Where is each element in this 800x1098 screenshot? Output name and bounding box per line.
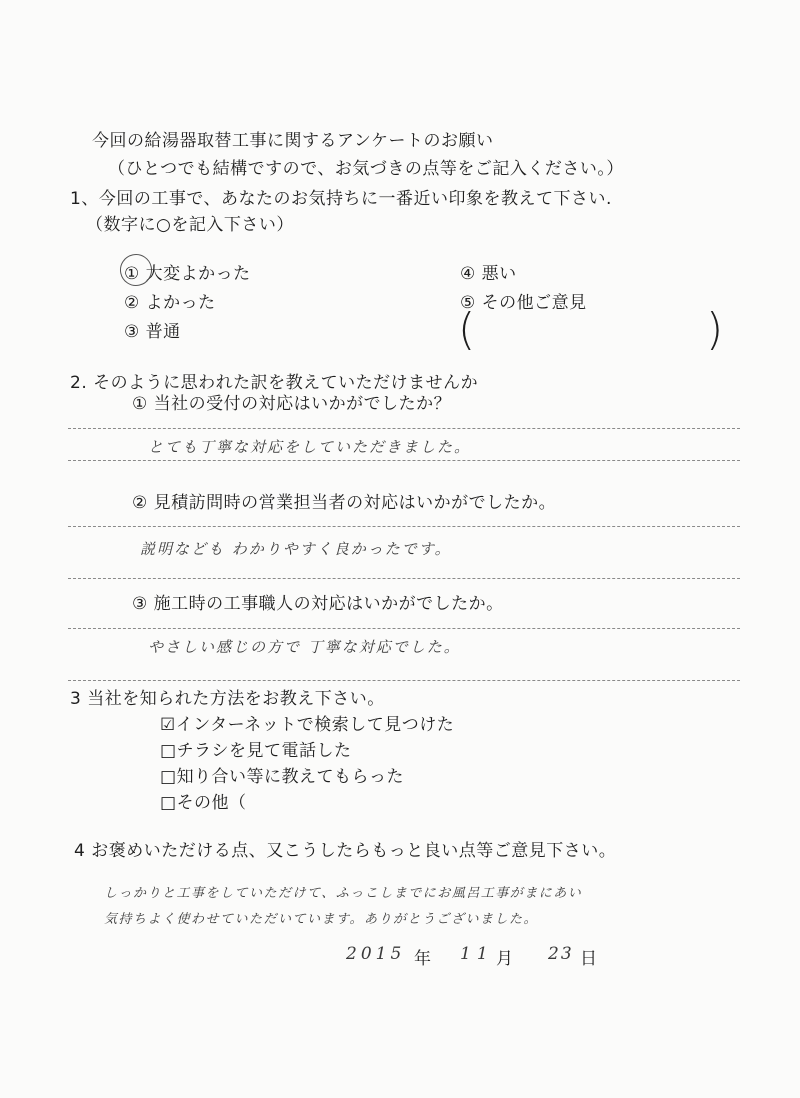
q1-instruction: （数字に○を記入下さい） — [86, 215, 294, 235]
checkbox[interactable]: □ — [160, 793, 177, 813]
q3-option-3[interactable] — [160, 762, 404, 787]
answer-line — [68, 578, 740, 579]
date-month-unit: 月 — [496, 949, 514, 969]
q3-option-1-label: インターネットで検索して見つけた — [175, 715, 455, 735]
answer-line — [68, 526, 740, 527]
survey-subtitle: （ひとつでも結構ですので、お気づきの点等をご記入ください。） — [108, 159, 624, 179]
survey-title: 今回の給湯器取替工事に関するアンケートのお願い — [92, 131, 494, 151]
date-day-unit: 日 — [580, 949, 598, 969]
other-paren-open: ( — [458, 304, 476, 355]
answer-line — [68, 628, 740, 629]
date-day[interactable]: 23 — [548, 944, 574, 964]
q2-question: 2. そのように思われた訳を教えていただけませんか — [70, 373, 479, 393]
q1-option-3[interactable]: ③ 普通 — [124, 322, 181, 342]
answer-line — [68, 460, 740, 461]
q1-option-4[interactable]: ④ 悪い — [460, 264, 517, 284]
q4-question: 4 お褒めいただける点、又こうしたらもっと良い点等ご意見下さい。 — [74, 841, 617, 861]
q1-option-1[interactable]: ① 大変よかった — [124, 264, 251, 284]
answer-line — [68, 428, 740, 429]
date-year-unit: 年 — [414, 949, 432, 969]
q3-option-2-label: チラシを見て電話した — [176, 741, 352, 761]
checkbox[interactable]: □ — [160, 767, 177, 787]
q1-question: 1、今回の工事で、あなたのお気持ちに一番近い印象を教えて下さい. — [70, 189, 612, 209]
date-month[interactable]: 11 — [460, 944, 494, 964]
q2-sub-3-answer[interactable]: やさしい感じの方で 丁寧な対応でした。 — [148, 638, 461, 656]
checkbox[interactable]: □ — [160, 741, 177, 761]
other-paren-close: ) — [706, 304, 724, 355]
date-year[interactable]: 2015 — [346, 944, 406, 964]
checkbox-checked[interactable]: ☑ — [160, 715, 176, 735]
q2-sub-2-label: ② 見積訪問時の営業担当者の対応はいかがでしたか。 — [132, 493, 557, 513]
q1-option-2[interactable]: ② よかった — [124, 293, 216, 313]
q2-sub-1-answer[interactable]: とても丁寧な対応をしていただきました。 — [148, 438, 472, 456]
q3-option-3-label: 知り合い等に教えてもらった — [176, 767, 405, 787]
q3-option-4[interactable] — [160, 788, 247, 813]
q1-option-5[interactable]: ⑤ その他ご意見 — [460, 293, 587, 313]
q3-option-4-label: その他（ — [176, 793, 247, 813]
q2-sub-3-label: ③ 施工時の工事職人の対応はいかがでしたか。 — [132, 594, 504, 614]
answer-line — [68, 680, 740, 681]
q2-sub-2-answer[interactable]: 説明なども わかりやすく良かったです。 — [140, 540, 452, 558]
q3-question: 3 当社を知られた方法をお教え下さい。 — [70, 689, 385, 709]
q3-option-1[interactable] — [160, 710, 454, 735]
q4-answer-line-2[interactable]: 気持ちよく使わせていただいています。ありがとうございました。 — [104, 912, 538, 927]
q4-answer-line-1[interactable]: しっかりと工事をしていただけて、ふっこしまでにお風呂工事がまにあい — [104, 886, 583, 901]
q3-option-2[interactable] — [160, 736, 352, 761]
q2-sub-1-label: ① 当社の受付の対応はいかがでしたか？ — [132, 394, 452, 414]
